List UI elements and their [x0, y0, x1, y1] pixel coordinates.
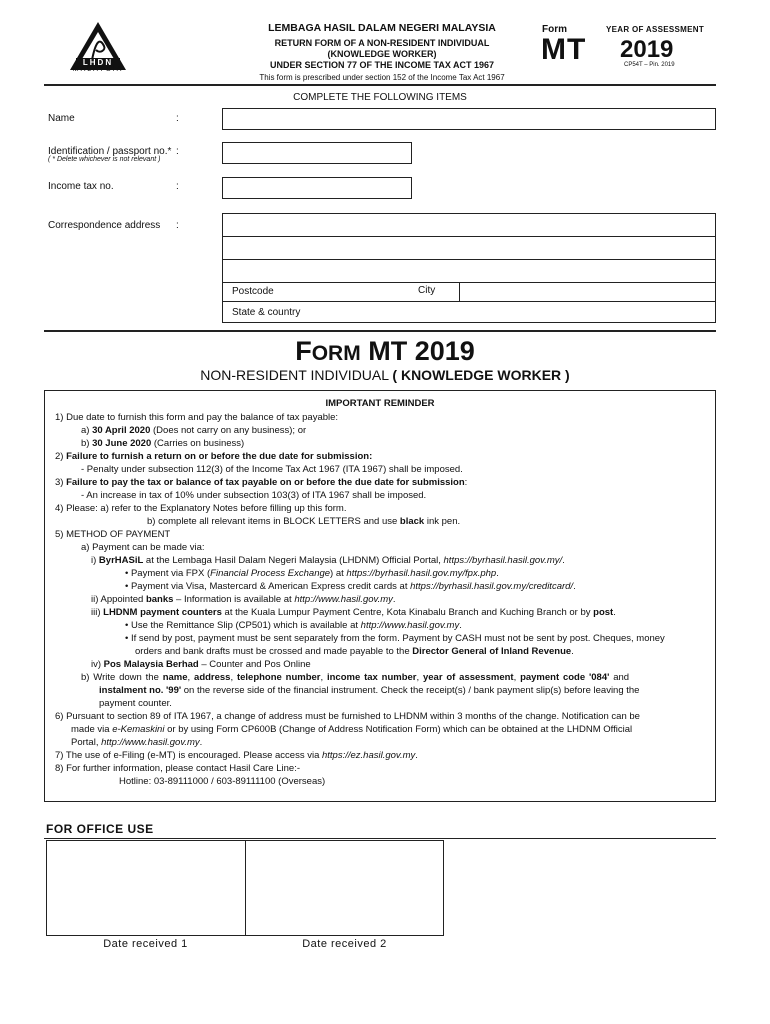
reminder-line: b) 30 June 2020 (Carries on business)	[81, 438, 245, 449]
reminder-line: instalment no. '99' on the reverse side of the financial instrument. Check the receipt(s) / bank payment slip(s) before leaving the	[99, 685, 640, 696]
form-subtitle	[0, 367, 770, 383]
reminder-line: 4) Please: a) refer to the Explanatory Notes before filling up this form.	[55, 503, 347, 514]
address-label: Correspondence address	[48, 220, 161, 231]
address-colon: :	[176, 220, 179, 231]
reminder-line: iv) Pos Malaysia Berhad – Counter and Pos Online	[91, 659, 311, 670]
fields-divider	[44, 330, 716, 332]
reminder-line: 2) Failure to furnish a return on or before the due date for submission:	[55, 451, 373, 462]
logo-lhdn-text: LHDN	[82, 58, 114, 67]
date-received-2-label: Date received 2	[302, 938, 387, 950]
header-title-block	[248, 22, 516, 82]
tax-no-label: Income tax no.	[48, 181, 114, 192]
prescribed-line: This form is prescribed under section 152 of the Income Tax Act 1967	[259, 73, 505, 82]
reminder-line: iii) LHDNM payment counters at the Kuala Lumpur Payment Centre, Kota Kinabalu Branch and Kuching Branch or by post.	[91, 607, 616, 618]
reminder-line: made via e-Kemaskini or by using Form CP600B (Change of Address Notification Form) which can be obtained at the LHDNM Official	[71, 724, 633, 735]
tax-no-input[interactable]	[222, 177, 412, 199]
state-country-label: State & country	[232, 307, 301, 318]
reminder-line: orders and bank drafts must be crossed and made payable to the Director General of Inland Revenue.	[135, 646, 574, 657]
reminder-title: IMPORTANT REMINDER	[325, 398, 435, 409]
reminder-line: payment counter.	[99, 698, 172, 709]
office-use-title: FOR OFFICE USE	[46, 822, 154, 836]
id-label: Identification / passport no.*	[48, 146, 172, 157]
reminder-line: 8) For further information, please contact Hasil Care Line:-	[55, 763, 300, 774]
address-line-1-input[interactable]	[222, 213, 716, 237]
id-colon: :	[176, 146, 179, 157]
address-line-2-input[interactable]	[222, 236, 716, 260]
date-received-1-label: Date received 1	[103, 938, 188, 950]
reminder-line: a) 30 April 2020 (Does not carry on any business); or	[81, 425, 307, 436]
reminder-line: - An increase in tax of 10% under subsection 103(3) of ITA 1967 shall be imposed.	[81, 490, 427, 501]
reminder-line: b) complete all relevant items in BLOCK LETTERS and use black ink pen.	[147, 516, 461, 527]
tax-no-colon: :	[176, 181, 179, 192]
address-line-3-input[interactable]	[222, 259, 716, 283]
important-reminder-box	[44, 390, 716, 802]
year-of-assessment-value: 2019	[620, 36, 674, 63]
office-use-divider	[44, 838, 716, 839]
complete-heading: COMPLETE THE FOLLOWING ITEMS	[293, 92, 467, 103]
form-label: Form	[542, 24, 567, 35]
reminder-line: • If send by post, payment must be sent separately from the form. Payment by CASH must not be sent by post. Cheques, money	[125, 633, 665, 644]
name-label: Name	[48, 113, 75, 124]
city-label: City	[418, 285, 436, 296]
reminder-line: - Penalty under subsection 112(3) of the Income Tax Act 1967 (ITA 1967) shall be imposed.	[81, 464, 463, 475]
form-title-rest: MT 2019	[360, 336, 475, 366]
name-colon: :	[176, 113, 179, 124]
reminder-line: 6) Pursuant to section 89 of ITA 1967, a change of address must be furnished to LHDNM within 3 months of the change. Notification can be	[55, 711, 640, 722]
section-line: UNDER SECTION 77 OF THE INCOME TAX ACT 1967	[269, 60, 495, 70]
header-divider	[44, 84, 716, 86]
form-title-f: F	[295, 336, 312, 366]
name-input[interactable]	[222, 108, 716, 130]
reminder-line: 5) METHOD OF PAYMENT	[55, 529, 171, 540]
form-title-orm: ORM	[311, 342, 361, 365]
logo-text	[64, 58, 132, 73]
reminder-line: 1) Due date to furnish this form and pay the balance of tax payable:	[55, 412, 339, 423]
reminder-line: • Payment via Visa, Mastercard & American Express credit cards at https://byrhasil.hasil.gov.my/creditcard/.	[125, 581, 576, 592]
city-input[interactable]	[459, 282, 716, 302]
hotline-line: Hotline: 03-89111000 / 603-89111100 (Overseas)	[119, 776, 326, 787]
return-line-2: (KNOWLEDGE WORKER)	[327, 49, 437, 59]
reminder-line: 7) The use of e-Filing (e-MT) is encouraged. Please access via https://ez.hasil.gov.my.	[55, 750, 418, 761]
logo-malaysia-text: MALAYSIA	[72, 66, 124, 73]
reminder-line: ii) Appointed banks – Information is available at http://www.hasil.gov.my.	[91, 594, 396, 605]
reminder-line: a) Payment can be made via:	[81, 542, 205, 553]
id-note: ( * Delete whichever is not relevant )	[48, 156, 161, 163]
form-code: MT	[541, 33, 587, 66]
subtitle-plain: NON-RESIDENT INDIVIDUAL	[200, 367, 393, 383]
agency-name: LEMBAGA HASIL DALAM NEGERI MALAYSIA	[268, 22, 496, 34]
reminder-line: i) ByrHASiL at the Lembaga Hasil Dalam Negeri Malaysia (LHDNM) Official Portal, https://byrhasil.hasil.gov.my/.	[91, 555, 565, 566]
return-line-1: RETURN FORM OF A NON-RESIDENT INDIVIDUAL	[274, 38, 490, 48]
reminder-line: • Use the Remittance Slip (CP501) which is available at http://www.hasil.gov.my.	[125, 620, 462, 631]
form-title	[0, 336, 770, 367]
reminder-line: 3) Failure to pay the tax or balance of tax payable on or before the due date for submission:	[55, 477, 468, 488]
year-of-assessment-label: YEAR OF ASSESSMENT	[606, 25, 705, 34]
reminder-line: b) Write down the name, address, telephone number, income tax number, year of assessment, payment code '084' and	[81, 672, 630, 683]
subtitle-bold: ( KNOWLEDGE WORKER )	[392, 367, 570, 383]
id-input[interactable]	[222, 142, 412, 164]
date-received-divider	[245, 840, 246, 936]
form-version-code: CP54T – Pin. 2019	[624, 62, 675, 68]
reminder-line: Portal, http://www.hasil.gov.my.	[71, 737, 203, 748]
postcode-label: Postcode	[232, 286, 274, 297]
reminder-line: • Payment via FPX (Financial Process Exchange) at https://byrhasil.hasil.gov.my/fpx.php.	[125, 568, 499, 579]
